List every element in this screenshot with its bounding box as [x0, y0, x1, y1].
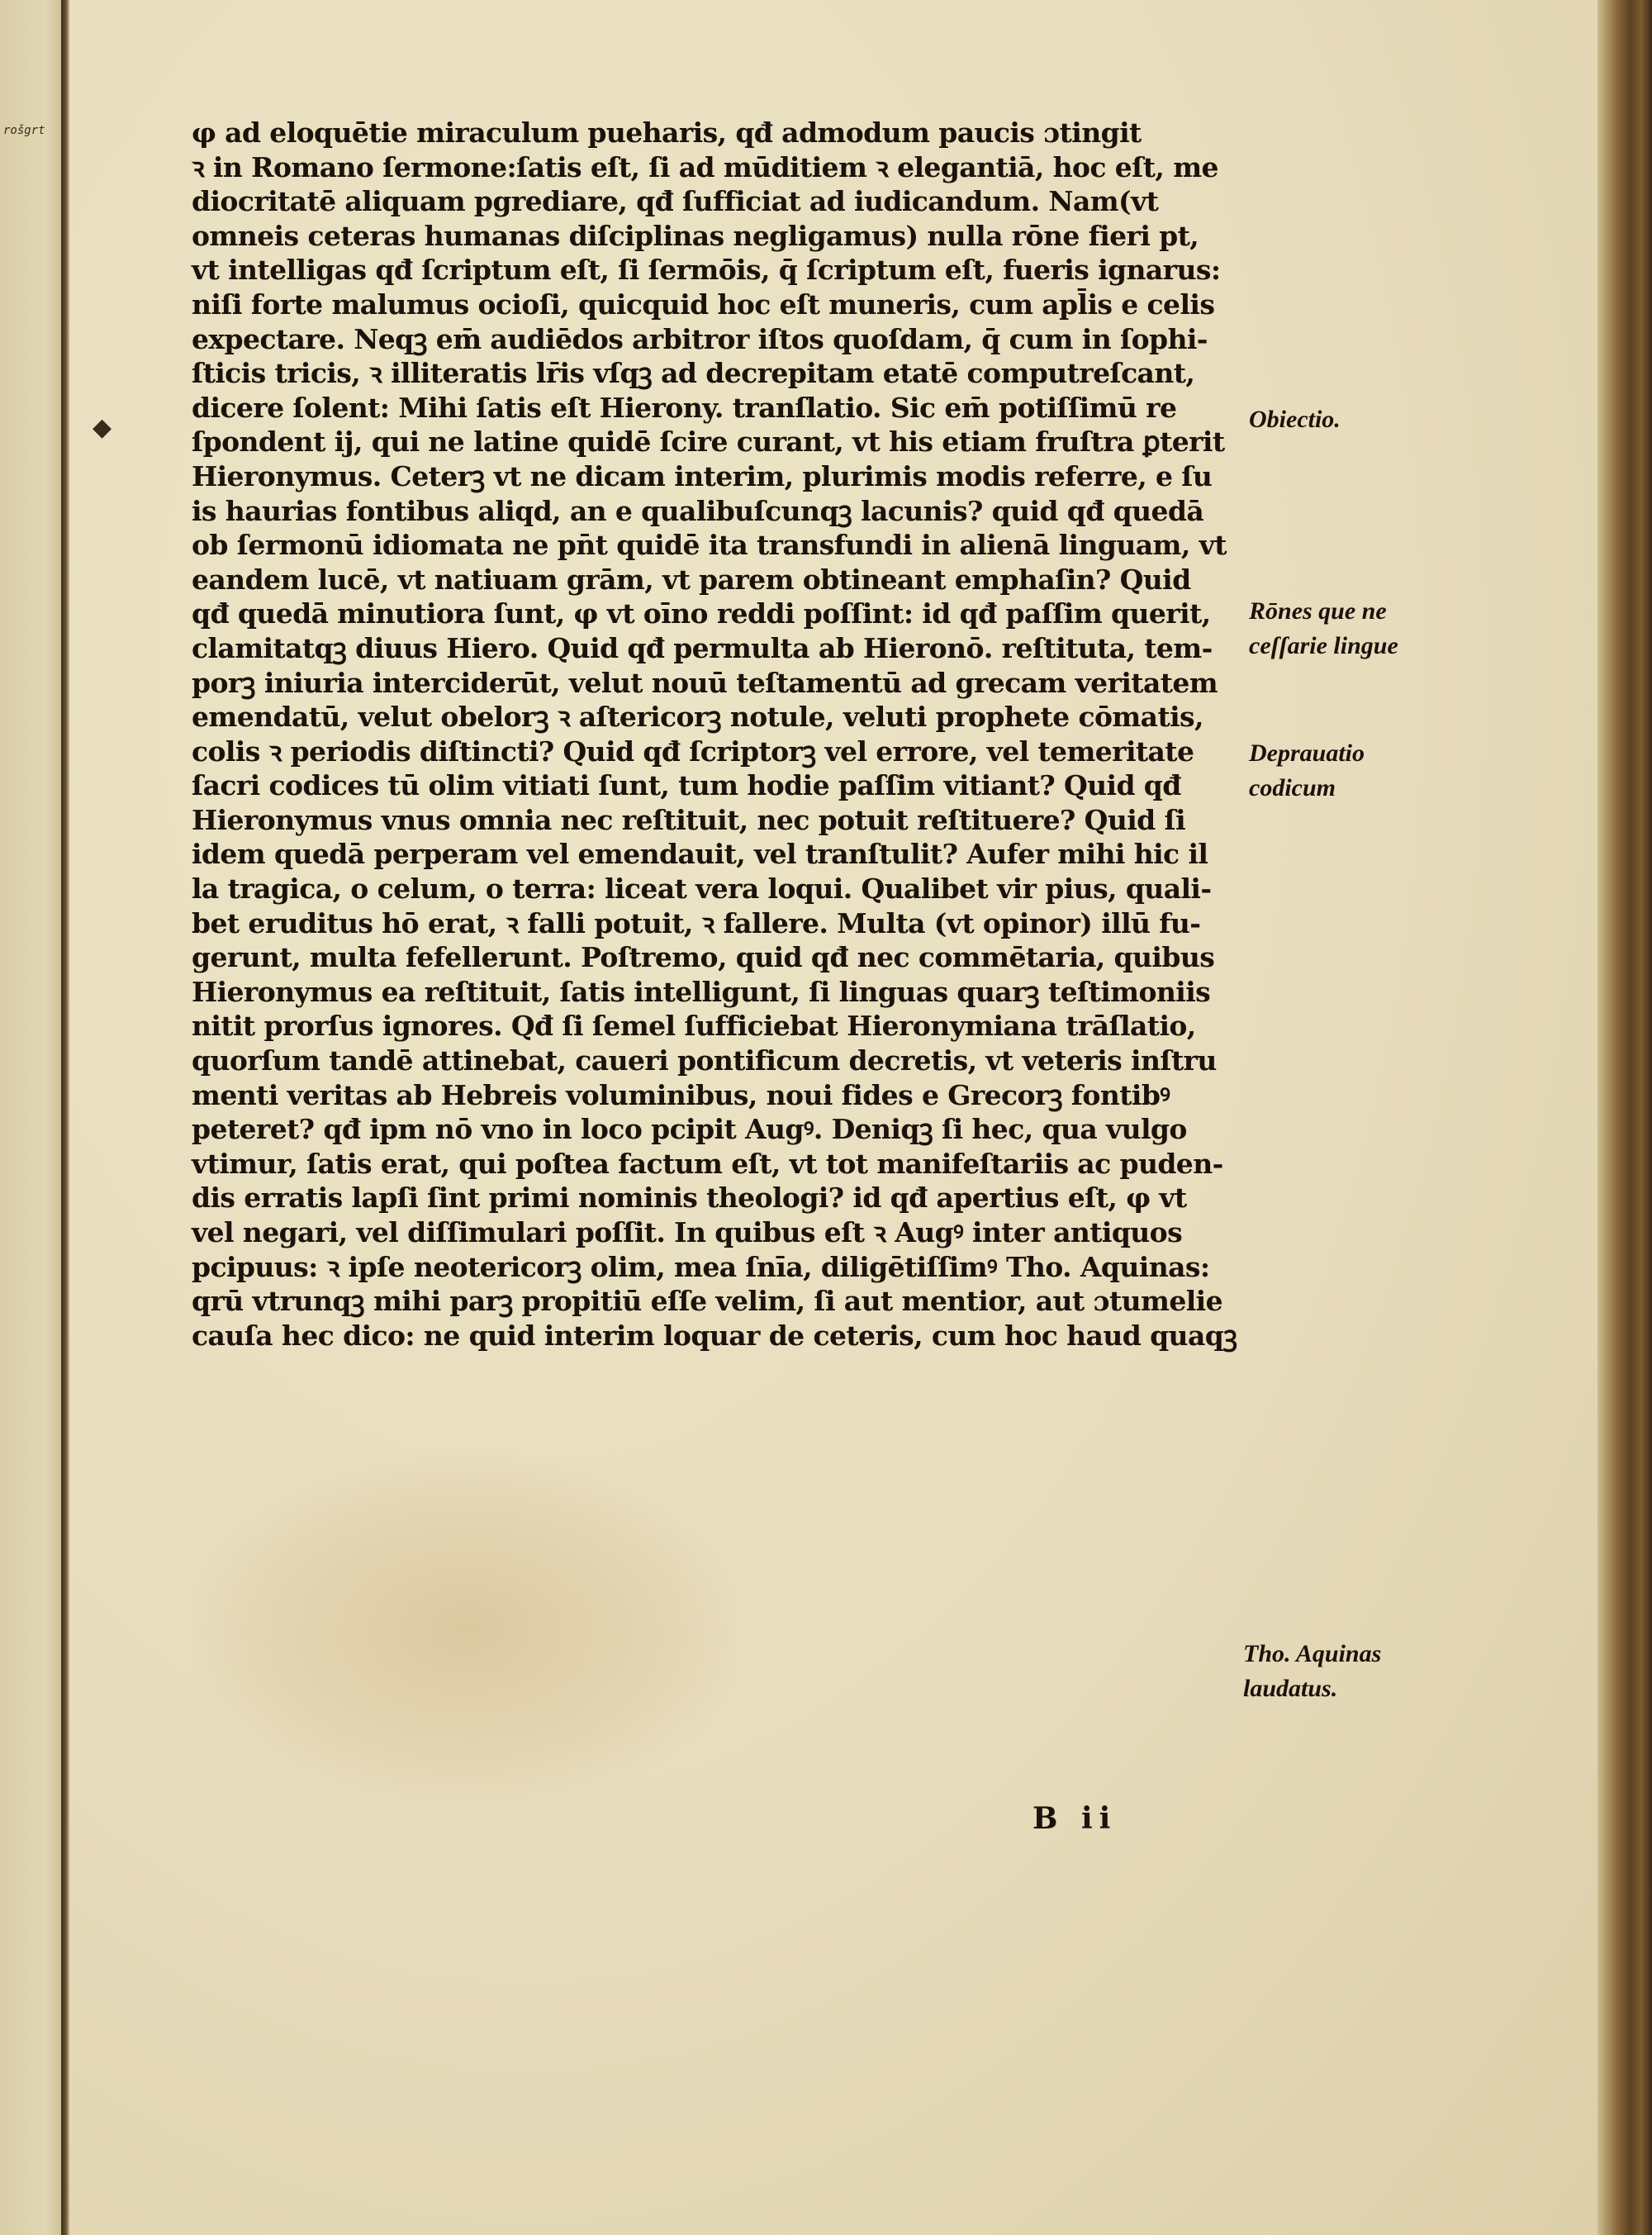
text-line: idem quedā perperam vel emendauit, vel tranſtulit? Aufer mihi hic il: [192, 838, 1208, 871]
text-line: menti veritas ab Hebreis voluminibus, noui fides e Grecorꝫ fontibꝰ: [192, 1078, 1170, 1111]
text-line: dis erratis lapſi ſint primi nominis theologi? id qđ apertius eſt, φ vt: [192, 1182, 1187, 1215]
binding-edge: [1597, 0, 1652, 2235]
text-line: diocritatē aliquam pgrediare, qđ ſufficiat ad iudicandum. Nam(vt: [192, 185, 1159, 218]
text-line: colis ꝛ periodis diſtincti? Quid qđ ſcriptorꝫ vel errore, vel temeritate: [192, 735, 1194, 768]
text-line: is haurias fontibus aliqd, an e qualibuſcunqꝫ lacunis? quid qđ quedā: [192, 494, 1204, 527]
text-line: ſpondent ij, qui ne latine quidē ſcire curant, vt his etiam fruſtra ꝑterit: [192, 426, 1225, 459]
text-line: cauſa hec dico: ne quid interim loquar de ceteris, cum hoc haud quaqꝫ: [192, 1319, 1237, 1352]
text-line: la tragica, o celum, o terra: liceat vera loqui. Qualibet vir pius, quali-: [192, 873, 1212, 906]
text-line: ſticis tricis, ꝛ illiteratis lr̄is vſqꝫ ad decrepitam etatē computreſcant,: [192, 357, 1195, 390]
text-line: ob ſermonū idiomata ne pn̄t quidē ita transfundi in alienā linguam, vt: [192, 529, 1227, 562]
text-line: Hieronymus ea reſtituit, ſatis intelligunt, ſi linguas quarꝫ teſtimoniis: [192, 975, 1211, 1008]
margin-note-deprauatio-line1: Deprauatio: [1249, 739, 1365, 767]
text-line: emendatū, velut obelorꝫ ꝛ aſtericorꝫ notule, veluti prophete cōmatis,: [192, 701, 1203, 734]
margin-note-deprauatio-line2: codicum: [1249, 774, 1336, 801]
body-text: [192, 116, 1241, 1353]
previous-page-note: rošgrt: [3, 124, 45, 137]
text-line: niſi forte malumus ocioſi, quicquid hoc eſt muneris, cum apl̄is e celis: [192, 288, 1215, 321]
margin-note-aquinas-line1: Tho. Aquinas: [1243, 1640, 1382, 1667]
text-line: expectare. Neqꝫ em̄ audiēdos arbitror iſtos quoſdam, q̄ cum in ſophi-: [192, 322, 1208, 355]
text-line: eandem lucē, vt natiuam grām, vt parem obtineant emphaſin? Quid: [192, 563, 1191, 596]
text-line: peteret? qđ ipm nō vno in loco pcipit Augꝰ. Deniqꝫ ſi hec, qua vulgo: [192, 1113, 1187, 1146]
signature-mark: B ii: [1032, 1801, 1118, 1836]
text-line: qrū vtrunqꝫ mihi parꝫ propitiū eſſe velim, ſi aut mentior, aut ɔtumelie: [192, 1285, 1222, 1318]
water-stain: [198, 1454, 735, 1801]
margin-note-rones-line1: Rōnes que ne: [1249, 597, 1387, 625]
text-line: qđ quedā minutiora ſunt, φ vt oīno reddi poſſint: id qđ paſſim querit,: [192, 597, 1211, 630]
text-line: φ ad eloquētie miraculum pueharis, qđ admodum paucis ɔtingit: [192, 117, 1142, 149]
text-line: bet eruditus hō erat, ꝛ falli potuit, ꝛ fallere. Multa (vt opinor) illū fu-: [192, 906, 1201, 939]
text-line: pcipuus: ꝛ ipſe neotericorꝫ olim, mea ſnīa, diligētiſſimꝰ Tho. Aquinas:: [192, 1250, 1210, 1283]
text-line: nitit prorſus ignores. Qđ ſi ſemel ſufficiebat Hieronymiana trāſlatio,: [192, 1010, 1196, 1043]
text-line: ſacri codices tū olim vitiati ſunt, tum hodie paſſim vitiant? Quid qđ: [192, 769, 1181, 802]
text-line: omneis ceteras humanas diſciplinas negligamus) nulla rōne fieri pt,: [192, 219, 1199, 252]
text-line: vel negari, vel diſſimulari poſſit. In quibus eſt ꝛ Augꝰ inter antiquos: [192, 1216, 1183, 1248]
text-line: quorſum tandē attinebat, caueri pontificum decretis, vt veteris inſtru: [192, 1044, 1217, 1077]
text-line: dicere ſolent: Mihi ſatis eſt Hierony. tranſlatio. Sic em̄ potiſſimū re: [192, 391, 1177, 424]
gutter-shadow: [61, 0, 69, 2235]
previous-page-edge: [0, 0, 64, 2235]
text-line: gerunt, multa fefellerunt. Poſtremo, quid qđ nec commētaria, quibus: [192, 941, 1215, 974]
gutter-mark: ◆: [93, 413, 112, 442]
margin-note-aquinas-line2: laudatus.: [1243, 1675, 1338, 1702]
text-line: porꝫ iniuria interciderūt, velut nouū teſtamentū ad grecam veritatem: [192, 666, 1218, 699]
text-line: ꝛ in Romano ſermone:ſatis eſt, ſi ad mūditiem ꝛ elegantiā, hoc eſt, me: [192, 150, 1218, 183]
text-line: Hieronymus vnus omnia nec reſtituit, nec potuit reſtituere? Quid ſi: [192, 803, 1186, 836]
text-line: clamitatqꝫ diuus Hiero. Quid qđ permulta ab Hieronō. reſtituta, tem-: [192, 631, 1213, 664]
text-line: vtimur, ſatis erat, qui poſtea factum eſt, vt tot manifeſtariis ac puden-: [192, 1147, 1223, 1180]
text-line: vt intelligas qđ ſcriptum eſt, ſi ſermōis, q̄ ſcriptum eſt, fueris ignarus:: [192, 254, 1221, 287]
margin-note-obiectio: Obiectio.: [1249, 406, 1341, 433]
margin-note-rones-line2: ceſſarie lingue: [1249, 632, 1398, 659]
text-line: Hieronymus. Ceterꝫ vt ne dicam interim, plurimis modis referre, e ſu: [192, 459, 1213, 492]
